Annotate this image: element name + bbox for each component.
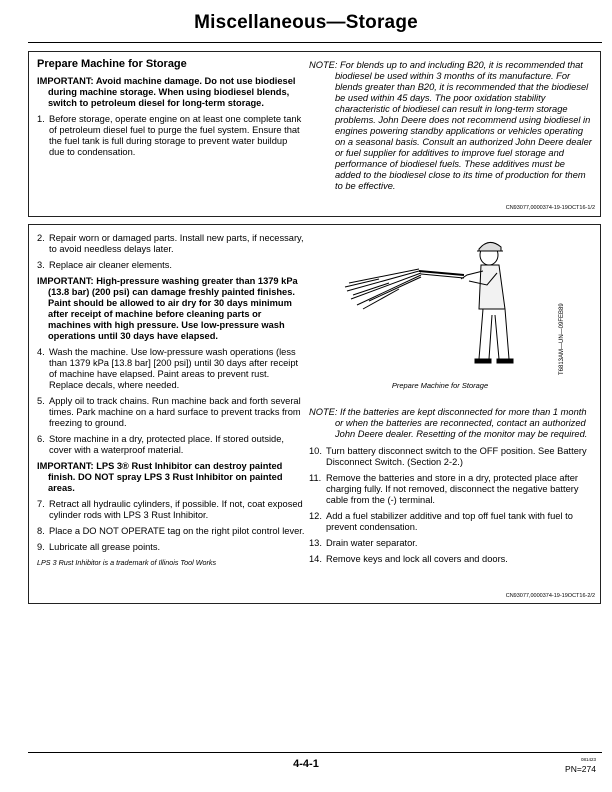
step-text: Place a DO NOT OPERATE tag on the right pilot control lever.	[49, 526, 305, 536]
reference-code: CN93077,0000374-19-19OCT16-1/2	[505, 205, 595, 211]
step-text: Add a fuel stabilizer additive and top off fuel tank with fuel to prevent condensation.	[326, 511, 573, 532]
step-text: Remove the batteries and store in a dry, protected place after charging fully. If not removed, disconnect the negative battery cable from the (-) terminal.	[326, 473, 579, 505]
right-column	[309, 60, 593, 192]
step-text: Apply oil to track chains. Run machine back and forth several times. Park machine on a hard surface to prevent tracks from freezing to ground.	[49, 396, 301, 428]
important-notice: IMPORTANT: LPS 3® Rust Inhibitor can destroy painted finish. DO NOT spray LPS 3 Rust Inhibitor on painted areas.	[37, 461, 283, 493]
step-item	[37, 233, 305, 255]
section-prepare-storage-1	[28, 51, 601, 217]
section-prepare-storage-2	[28, 224, 601, 604]
step-item	[37, 260, 305, 271]
step-text: Store machine in a dry, protected place. If stored outside, cover with a waterproof material.	[49, 434, 284, 455]
title-divider	[28, 42, 602, 43]
step-item	[37, 542, 305, 553]
figure-id: T6813AM—UN—09FEB89	[559, 303, 565, 375]
step-number: 14.	[309, 554, 322, 564]
step-number: 3.	[37, 260, 45, 270]
pn-label: PN=274	[565, 764, 596, 774]
step-item	[37, 434, 305, 456]
step-item	[309, 538, 593, 549]
step-text: Wash the machine. Use low-pressure wash operations (less than 1379 kPa [13.8 bar] [200 psi]) until 30 days after receipt of machine have elapsed. Paint areas to prevent rust. Replace decals, where needed.	[49, 347, 299, 390]
step-number: 13.	[309, 538, 322, 548]
step-item	[309, 554, 593, 565]
step-text: Remove keys and lock all covers and doors.	[326, 554, 508, 564]
step-item	[309, 446, 593, 468]
step-number: 12.	[309, 511, 322, 521]
figure-caption: Prepare Machine for Storage	[391, 381, 489, 390]
step-item	[37, 114, 305, 158]
step-number: 10.	[309, 446, 322, 456]
page-number: 4-4-1	[293, 758, 319, 770]
step-text: Lubricate all grease points.	[49, 542, 161, 552]
doc-code: 081423	[580, 757, 596, 762]
page-title: Miscellaneous—Storage	[194, 12, 418, 33]
step-number: 7.	[37, 499, 45, 509]
reference-code: CN93077,0000374-19-19OCT16-2/2	[505, 593, 595, 599]
left-column	[37, 233, 305, 567]
step-text: Repair worn or damaged parts. Install new parts, if necessary, to avoid needless delays later.	[49, 233, 304, 254]
step-number: 6.	[37, 434, 45, 444]
washing-person-icon	[329, 231, 569, 371]
left-column	[37, 58, 305, 163]
trademark-footnote: LPS 3 Rust Inhibitor is a trademark of Illinois Tool Works	[37, 558, 217, 567]
footer-divider	[28, 752, 602, 753]
step-number: 8.	[37, 526, 45, 536]
pressure-washer-illustration	[329, 231, 569, 371]
step-number: 11.	[309, 473, 322, 483]
right-column	[309, 407, 593, 570]
step-item	[309, 511, 593, 533]
biodiesel-note: NOTE: For blends up to and including B20, it is recommended that biodiesel be used within 3 months of its manufacture. For blends greater than B20, it is recommended that the biodiesel be used within 45 days. The poor oxidation stability characteristic of biodiesel can result in long-term storage problems. John Deere does not recommend using biodiesel in engines powering standby applications or vehicles operating on a seasonal basis. Consult an authorized John Deere dealer or fuel supplier for additives to improve fuel storage and performance of biodiesel fuels. These additives must be added to the biodiesel close to its time of production for them to be effective.	[309, 60, 592, 191]
step-number: 9.	[37, 542, 45, 552]
step-text: Before storage, operate engine on at least one complete tank of petroleum diesel fuel to purge the fuel system. Ensure that the fuel tank is full during storage to prevent water buildup due to condensation.	[49, 114, 302, 157]
step-text: Drain water separator.	[326, 538, 418, 548]
step-number: 1.	[37, 114, 45, 124]
section-heading: Prepare Machine for Storage	[37, 58, 187, 70]
battery-note: NOTE: If the batteries are kept disconnected for more than 1 month or when the batteries are reconnected, contact an authorized John Deere dealer. Resetting of the monitor may be required.	[309, 407, 588, 439]
step-text: Turn battery disconnect switch to the OFF position. See Battery Disconnect Switch. (Section 2-2.)	[326, 446, 587, 467]
step-number: 2.	[37, 233, 45, 243]
step-number: 5.	[37, 396, 45, 406]
important-notice: IMPORTANT: High-pressure washing greater than 1379 kPa (13.8 bar) (200 psi) can damage freshly painted finishes. Paint should be allowed to air dry for 30 days minimum after receipt of machine before cleaning parts or machines with high pressure. Use low-pressure wash operations until 30 days have elapsed.	[37, 276, 298, 341]
step-item	[309, 473, 593, 506]
important-notice: IMPORTANT: Avoid machine damage. Do not use biodiesel during machine storage. When using biodiesel blends, switch to petroleum diesel for long-term storage.	[37, 76, 296, 108]
step-item	[37, 396, 305, 429]
step-number: 4.	[37, 347, 45, 357]
step-item	[37, 526, 305, 537]
step-text: Replace air cleaner elements.	[49, 260, 172, 270]
step-item	[37, 499, 305, 521]
step-text: Retract all hydraulic cylinders, if possible. If not, coat exposed cylinder rods with LPS 3 Rust Inhibitor.	[49, 499, 303, 520]
step-item	[37, 347, 305, 391]
